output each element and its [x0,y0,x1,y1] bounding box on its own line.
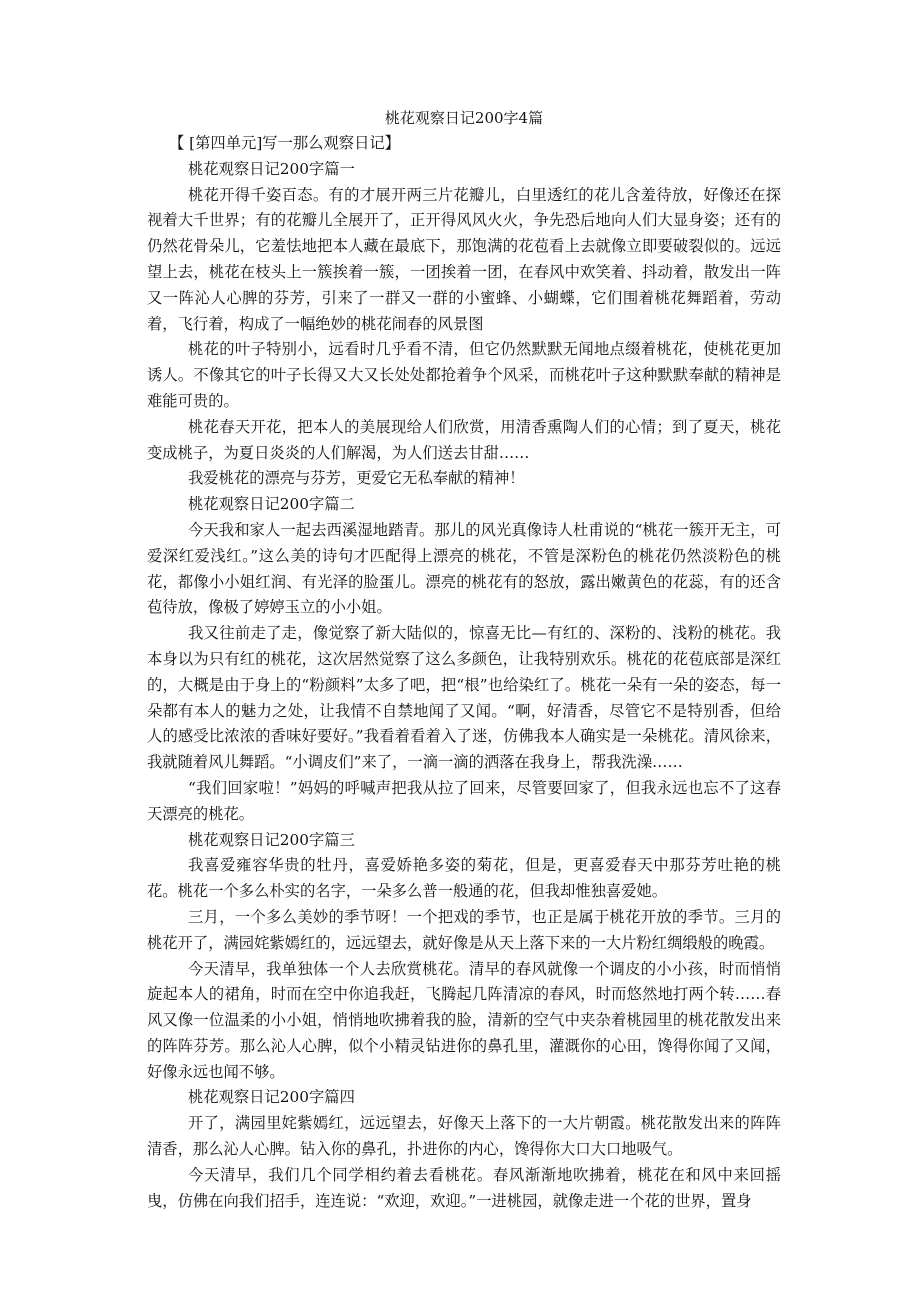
unit-heading: 【 [第四单元]写一那么观察日记】 [169,134,400,152]
paragraph: 我又往前走了走，像觉察了新大陆似的，惊喜无比—有红的、深粉的、浅粉的桃花。我本身以为只有红的桃花，这次居然觉察了这么多颜色，让我特别欢乐。桃花的花苞底部是深红的，大概是由于身上的“粉颜料”太多了吧，把“根”也给染红了。桃花一朵有一朵的姿态，每一朵都有本人的魅力之处，让我情不自禁地闻了又闻。“啊，好清香，尽管它不是特别香，但给人的感受比浓浓的香味好要好。”我看着看着入了迷，仿佛我本人确实是一朵桃花。清风徐来，我就随着风儿舞蹈。“小调皮们”来了，一滴一滴的洒落在我身上，帮我洗澡…… [147,624,781,772]
paragraph: 三月，一个多么美妙的季节呀！一个把戏的季节，也正是属于桃花开放的季节。三月的桃花开了，满园姹紫嫣红的，远远望去，就好像是从天上落下来的一大片粉红绸缎般的晚霞。 [147,907,781,952]
paragraph: 今天清早，我单独体一个人去欣赏桃花。清早的春风就像一个调皮的小小孩，时而悄悄旋起本人的裙角，时而在空中你追我赶，飞腾起几阵清凉的春风，时而悠然地打两个转……春风又像一位温柔的小小姐，悄悄地吹拂着我的脸，清新的空气中夹杂着桃园里的桃花散发出来的阵阵芬芳。那么沁人心脾，似个小精灵钻进你的鼻孔里，灌溉你的心田，馋得你闻了又闻，好像永远也闻不够。 [147,959,781,1081]
paragraph: 我喜爱雍容华贵的牡丹，喜爱娇艳多姿的菊花，但是，更喜爱春天中那芬芳吐艳的桃花。桃花一个多么朴实的名字，一朵多么普一般通的花，但我却惟独喜爱她。 [147,856,781,901]
document-page [147,106,781,1214]
paragraph: 今天清早，我们几个同学相约着去看桃花。春风渐渐地吹拂着，桃花在和风中来回摇曳，仿佛在向我们招手，连连说：“欢迎，欢迎。”一进桃园，就像走进一个花的世界，置身 [147,1165,781,1210]
paragraph: 今天我和家人一起去西溪湿地踏青。那儿的风光真像诗人杜甫说的“桃花一簇开无主，可爱深红爱浅红。”这么美的诗句才匹配得上漂亮的桃花，不管是深粉色的桃花仍然淡粉色的桃花，都像小小姐红润、有光泽的脸蛋儿。漂亮的桃花有的怒放，露出嫩黄色的花蕊，有的还含苞待放，像极了婷婷玉立的小小姐。 [147,520,781,617]
paragraph: 开了，满园里姹紫嫣红，远远望去，好像天上落下的一大片朝霞。桃花散发出来的阵阵清香，那么沁人心脾。钻入你的鼻孔，扑进你的内心，馋得你大口大口地吸气。 [147,1114,781,1159]
document-title: 桃花观察日记200字4篇 [384,109,544,127]
paragraph: 桃花春天开花，把本人的美展现给人们欣赏，用清香熏陶人们的心情；到了夏天，桃花变成桃子，为夏日炎炎的人们解渴，为人们送去甘甜…… [147,417,781,462]
paragraph: 我爱桃花的漂亮与芬芳，更爱它无私奉献的精神！ [188,469,525,488]
section-heading-3: 桃花观察日记200字篇三 [188,830,355,849]
paragraph: 桃花的叶子特别小，远看时几乎看不清，但它仍然默默无闻地点缀着桃花，使桃花更加诱人。不像其它的叶子长得又大又长处处都抢着争个风采，而桃花叶子这种默默奉献的精神是难能可贵的。 [147,340,781,410]
paragraph: 桃花开得千姿百态。有的才展开两三片花瓣儿，白里透红的花儿含羞待放，好像还在探视着大千世界；有的花瓣儿全展开了，正开得风风火火，争先恐后地向人们大显身姿；还有的仍然花骨朵儿，它羞怯地把本人藏在最底下，那饱满的花苞看上去就像立即要破裂似的。远远望上去，桃花在枝头上一簇挨着一簇，一团挨着一团，在春风中欢笑着、抖动着，散发出一阵又一阵沁人心脾的芬芳，引来了一群又一群的小蜜蜂、小蝴蝶，它们围着桃花舞蹈着，劳动着，飞行着，构成了一幅绝妙的桃花闹春的风景图 [147,185,781,333]
section-heading-1: 桃花观察日记200字篇一 [188,159,355,178]
paragraph: “我们回家啦！”妈妈的呼喊声把我从拉了回来，尽管要回家了，但我永远也忘不了这春天漂亮的桃花。 [147,778,781,823]
section-heading-4: 桃花观察日记200字篇四 [188,1088,355,1107]
section-heading-2: 桃花观察日记200字篇二 [188,495,355,514]
